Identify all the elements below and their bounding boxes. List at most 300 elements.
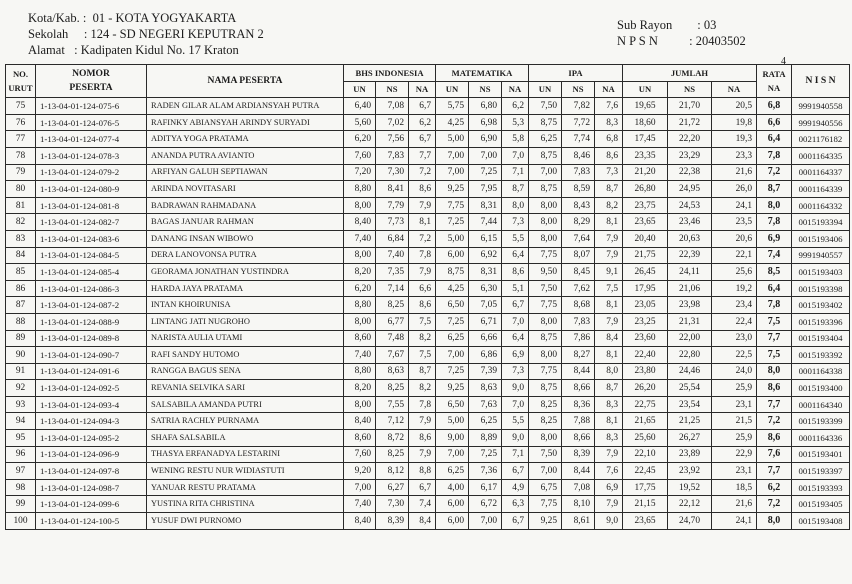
cell-j-un: 23,65 <box>623 214 668 231</box>
cell-no: 86 <box>6 280 36 297</box>
cell-b-ns: 8,39 <box>376 513 409 530</box>
cell-m-na: 6,4 <box>502 330 529 347</box>
cell-m-na: 7,1 <box>502 164 529 181</box>
cell-j-un: 21,75 <box>623 247 668 264</box>
cell-nisn: 0015193400 <box>792 380 850 397</box>
cell-nisn: 0015193392 <box>792 347 850 364</box>
cell-i-ns: 7,86 <box>562 330 595 347</box>
cell-m-ns: 8,31 <box>469 197 502 214</box>
cell-m-un: 9,25 <box>436 380 469 397</box>
cell-b-un: 9,20 <box>344 463 376 480</box>
table-row <box>6 98 850 115</box>
cell-j-un: 21,15 <box>623 496 668 513</box>
cell-no: 79 <box>6 164 36 181</box>
cell-i-un: 8,75 <box>529 330 562 347</box>
cell-j-ns: 21,06 <box>668 280 712 297</box>
cell-j-na: 23,1 <box>712 396 757 413</box>
table-row <box>6 413 850 430</box>
cell-m-ns: 7,05 <box>469 297 502 314</box>
cell-nomor: 1-13-04-01-124-086-3 <box>36 280 147 297</box>
cell-nisn: 0015193393 <box>792 479 850 496</box>
sub-un: UN <box>623 81 668 98</box>
cell-m-un: 7,00 <box>436 347 469 364</box>
cell-b-un: 8,20 <box>344 264 376 281</box>
cell-nama: SHAFA SALSABILA <box>147 430 344 447</box>
cell-j-un: 23,35 <box>623 147 668 164</box>
cell-m-ns: 6,17 <box>469 479 502 496</box>
cell-nomor: 1-13-04-01-124-089-8 <box>36 330 147 347</box>
cell-i-na: 8,0 <box>595 363 623 380</box>
cell-j-ns: 23,46 <box>668 214 712 231</box>
cell-nisn: 0001164337 <box>792 164 850 181</box>
cell-j-na: 20,5 <box>712 98 757 115</box>
cell-j-un: 22,75 <box>623 396 668 413</box>
cell-nisn: 9991940557 <box>792 247 850 264</box>
cell-m-ns: 6,98 <box>469 114 502 131</box>
cell-b-ns: 8,72 <box>376 430 409 447</box>
sub-un: UN <box>436 81 469 98</box>
cell-rata: 8,0 <box>757 363 792 380</box>
cell-j-na: 20,6 <box>712 230 757 247</box>
cell-rata: 6,9 <box>757 230 792 247</box>
cell-b-na: 7,9 <box>409 264 436 281</box>
cell-nisn: 0015193399 <box>792 413 850 430</box>
cell-m-ns: 6,71 <box>469 313 502 330</box>
cell-rata: 6,4 <box>757 131 792 148</box>
cell-nama: SALSABILA AMANDA PUTRI <box>147 396 344 413</box>
cell-b-un: 8,60 <box>344 430 376 447</box>
col-ipa-header: IPA <box>529 65 623 82</box>
cell-m-na: 9,0 <box>502 380 529 397</box>
cell-i-un: 8,00 <box>529 347 562 364</box>
cell-i-ns: 8,43 <box>562 197 595 214</box>
cell-nisn: 9991940556 <box>792 114 850 131</box>
cell-rata: 7,8 <box>757 297 792 314</box>
cell-m-na: 5,1 <box>502 280 529 297</box>
cell-b-na: 8,7 <box>409 363 436 380</box>
cell-nomor: 1-13-04-01-124-087-2 <box>36 297 147 314</box>
cell-m-ns: 7,36 <box>469 463 502 480</box>
cell-i-na: 8,1 <box>595 214 623 231</box>
cell-b-un: 8,80 <box>344 363 376 380</box>
cell-j-ns: 21,31 <box>668 313 712 330</box>
cell-b-un: 7,20 <box>344 164 376 181</box>
cell-m-ns: 7,00 <box>469 147 502 164</box>
cell-j-un: 23,25 <box>623 313 668 330</box>
table-row <box>6 396 850 413</box>
cell-j-na: 25,9 <box>712 430 757 447</box>
cell-j-ns: 24,46 <box>668 363 712 380</box>
cell-j-na: 24,0 <box>712 363 757 380</box>
cell-no: 76 <box>6 114 36 131</box>
cell-rata: 8,7 <box>757 181 792 198</box>
cell-b-ns: 7,35 <box>376 264 409 281</box>
subrayon-label: Sub Rayon <box>617 18 673 32</box>
table-row <box>6 230 850 247</box>
cell-i-un: 7,50 <box>529 98 562 115</box>
col-bhs-header: BHS INDONESIA <box>344 65 436 82</box>
table-row <box>6 297 850 314</box>
cell-no: 87 <box>6 297 36 314</box>
table-row <box>6 347 850 364</box>
cell-j-na: 25,6 <box>712 264 757 281</box>
cell-m-un: 6,25 <box>436 330 469 347</box>
cell-i-ns: 8,10 <box>562 496 595 513</box>
cell-b-un: 5,60 <box>344 114 376 131</box>
cell-i-un: 8,75 <box>529 114 562 131</box>
cell-i-un: 8,00 <box>529 230 562 247</box>
cell-b-na: 6,2 <box>409 114 436 131</box>
cell-nama: ARFIYAN GALUH SEPTIAWAN <box>147 164 344 181</box>
cell-m-un: 7,75 <box>436 197 469 214</box>
table-row <box>6 114 850 131</box>
cell-no: 95 <box>6 430 36 447</box>
cell-j-ns: 23,54 <box>668 396 712 413</box>
cell-b-ns: 7,79 <box>376 197 409 214</box>
cell-i-ns: 8,66 <box>562 430 595 447</box>
cell-nomor: 1-13-04-01-124-079-2 <box>36 164 147 181</box>
cell-nama: ADITYA YOGA PRATAMA <box>147 131 344 148</box>
cell-i-ns: 8,07 <box>562 247 595 264</box>
cell-b-na: 7,4 <box>409 496 436 513</box>
cell-i-na: 7,5 <box>595 280 623 297</box>
cell-b-ns: 7,73 <box>376 214 409 231</box>
cell-b-un: 8,80 <box>344 181 376 198</box>
cell-j-un: 23,60 <box>623 330 668 347</box>
cell-nisn: 0015193394 <box>792 214 850 231</box>
cell-i-na: 7,9 <box>595 247 623 264</box>
cell-m-un: 4,00 <box>436 479 469 496</box>
cell-m-ns: 6,90 <box>469 131 502 148</box>
cell-nama: RADEN GILAR ALAM ARDIANSYAH PUTRA <box>147 98 344 115</box>
cell-b-na: 8,6 <box>409 430 436 447</box>
npsn-line: N P S N : 20403502 <box>617 34 746 48</box>
cell-i-un: 8,00 <box>529 430 562 447</box>
cell-j-na: 21,6 <box>712 496 757 513</box>
table-row <box>6 197 850 214</box>
alamat-label: Alamat <box>28 43 65 57</box>
cell-m-ns: 6,15 <box>469 230 502 247</box>
cell-m-na: 5,8 <box>502 131 529 148</box>
cell-m-un: 6,00 <box>436 513 469 530</box>
kab-label: Kota/Kab. <box>28 11 80 25</box>
col-nisn-header: N I S N <box>792 65 850 98</box>
cell-i-un: 8,25 <box>529 413 562 430</box>
cell-m-ns: 7,95 <box>469 181 502 198</box>
cell-rata: 7,7 <box>757 330 792 347</box>
cell-b-na: 8,2 <box>409 380 436 397</box>
cell-i-un: 8,75 <box>529 380 562 397</box>
cell-m-un: 5,00 <box>436 413 469 430</box>
cell-j-na: 23,5 <box>712 214 757 231</box>
cell-j-na: 23,0 <box>712 330 757 347</box>
cell-m-na: 6,2 <box>502 98 529 115</box>
cell-i-un: 7,00 <box>529 164 562 181</box>
sub-un: UN <box>344 81 376 98</box>
cell-i-ns: 8,36 <box>562 396 595 413</box>
cell-b-ns: 7,40 <box>376 247 409 264</box>
cell-no: 81 <box>6 197 36 214</box>
cell-nomor: 1-13-04-01-124-088-9 <box>36 313 147 330</box>
cell-i-un: 8,00 <box>529 197 562 214</box>
cell-rata: 6,2 <box>757 479 792 496</box>
cell-rata: 8,5 <box>757 264 792 281</box>
cell-m-ns: 7,00 <box>469 513 502 530</box>
cell-i-ns: 8,45 <box>562 264 595 281</box>
cell-i-na: 8,7 <box>595 380 623 397</box>
cell-m-na: 7,3 <box>502 363 529 380</box>
cell-rata: 7,6 <box>757 446 792 463</box>
cell-no: 80 <box>6 181 36 198</box>
cell-b-na: 6,7 <box>409 98 436 115</box>
sub-na: NA <box>712 81 757 98</box>
cell-j-un: 21,65 <box>623 413 668 430</box>
subrayon-value: 03 <box>703 18 717 32</box>
cell-j-un: 22,10 <box>623 446 668 463</box>
cell-m-un: 7,00 <box>436 164 469 181</box>
cell-rata: 7,2 <box>757 496 792 513</box>
cell-b-ns: 7,30 <box>376 164 409 181</box>
cell-j-ns: 21,72 <box>668 114 712 131</box>
cell-b-ns: 7,55 <box>376 396 409 413</box>
cell-i-na: 8,1 <box>595 347 623 364</box>
cell-rata: 7,2 <box>757 164 792 181</box>
cell-no: 90 <box>6 347 36 364</box>
cell-no: 99 <box>6 496 36 513</box>
sekolah-value: 124 - SD NEGERI KEPUTRAN 2 <box>90 27 264 41</box>
cell-b-ns: 8,25 <box>376 380 409 397</box>
cell-j-un: 22,40 <box>623 347 668 364</box>
cell-i-ns: 8,44 <box>562 463 595 480</box>
cell-nisn: 0001164339 <box>792 181 850 198</box>
cell-i-ns: 8,27 <box>562 347 595 364</box>
cell-b-na: 7,8 <box>409 396 436 413</box>
cell-b-un: 8,20 <box>344 380 376 397</box>
cell-nomor: 1-13-04-01-124-077-4 <box>36 131 147 148</box>
cell-nisn: 0001164332 <box>792 197 850 214</box>
table-row <box>6 147 850 164</box>
cell-nomor: 1-13-04-01-124-083-6 <box>36 230 147 247</box>
cell-nomor: 1-13-04-01-124-094-3 <box>36 413 147 430</box>
cell-m-ns: 6,92 <box>469 247 502 264</box>
cell-j-ns: 25,54 <box>668 380 712 397</box>
cell-j-un: 22,45 <box>623 463 668 480</box>
cell-no: 97 <box>6 463 36 480</box>
sub-ns: NS <box>562 81 595 98</box>
cell-nisn: 0015193397 <box>792 463 850 480</box>
cell-i-na: 8,3 <box>595 430 623 447</box>
cell-nama: YUSUF DWI PURNOMO <box>147 513 344 530</box>
cell-i-un: 7,00 <box>529 463 562 480</box>
cell-m-un: 4,25 <box>436 280 469 297</box>
cell-b-ns: 6,27 <box>376 479 409 496</box>
cell-i-ns: 7,08 <box>562 479 595 496</box>
cell-m-na: 7,1 <box>502 446 529 463</box>
cell-i-ns: 7,72 <box>562 114 595 131</box>
cell-b-ns: 7,56 <box>376 131 409 148</box>
cell-b-un: 8,40 <box>344 413 376 430</box>
col-mat-header: MATEMATIKA <box>436 65 529 82</box>
cell-nama: ARINDA NOVITASARI <box>147 181 344 198</box>
cell-b-ns: 8,63 <box>376 363 409 380</box>
cell-nama: BAGAS JANUAR RAHMAN <box>147 214 344 231</box>
cell-i-ns: 8,44 <box>562 363 595 380</box>
cell-i-na: 7,9 <box>595 230 623 247</box>
table-row <box>6 164 850 181</box>
cell-m-un: 5,00 <box>436 230 469 247</box>
col-nomor-header: NOMOR PESERTA <box>36 65 147 98</box>
cell-nama: YUSTINA RITA CHRISTINA <box>147 496 344 513</box>
cell-m-un: 6,25 <box>436 463 469 480</box>
cell-j-un: 23,05 <box>623 297 668 314</box>
table-row <box>6 496 850 513</box>
cell-b-na: 6,6 <box>409 280 436 297</box>
cell-nama: YANUAR RESTU PRATAMA <box>147 479 344 496</box>
cell-b-na: 8,6 <box>409 297 436 314</box>
cell-nomor: 1-13-04-01-124-090-7 <box>36 347 147 364</box>
cell-j-ns: 21,70 <box>668 98 712 115</box>
cell-nisn: 9991940558 <box>792 98 850 115</box>
cell-j-un: 17,95 <box>623 280 668 297</box>
kab-value: 01 - KOTA YOGYAKARTA <box>92 11 237 25</box>
cell-j-un: 23,75 <box>623 197 668 214</box>
cell-i-na: 8,2 <box>595 197 623 214</box>
cell-j-na: 19,8 <box>712 114 757 131</box>
cell-m-ns: 8,63 <box>469 380 502 397</box>
cell-m-ns: 6,86 <box>469 347 502 364</box>
cell-i-ns: 8,61 <box>562 513 595 530</box>
cell-i-ns: 7,83 <box>562 164 595 181</box>
cell-b-na: 7,9 <box>409 446 436 463</box>
cell-i-na: 9,1 <box>595 264 623 281</box>
cell-i-ns: 8,68 <box>562 297 595 314</box>
cell-no: 92 <box>6 380 36 397</box>
cell-nama: LINTANG JATI NUGROHO <box>147 313 344 330</box>
cell-i-ns: 8,46 <box>562 147 595 164</box>
score-table <box>5 64 850 530</box>
cell-b-ns: 7,02 <box>376 114 409 131</box>
cell-i-ns: 7,82 <box>562 98 595 115</box>
sekolah-line: Sekolah : 124 - SD NEGERI KEPUTRAN 2 <box>28 27 264 41</box>
cell-rata: 7,4 <box>757 247 792 264</box>
cell-b-ns: 8,41 <box>376 181 409 198</box>
cell-j-ns: 22,00 <box>668 330 712 347</box>
cell-i-ns: 8,39 <box>562 446 595 463</box>
cell-b-ns: 7,12 <box>376 413 409 430</box>
cell-nomor: 1-13-04-01-124-096-9 <box>36 446 147 463</box>
cell-no: 94 <box>6 413 36 430</box>
cell-m-un: 5,00 <box>436 131 469 148</box>
cell-j-na: 21,5 <box>712 413 757 430</box>
cell-j-na: 24,1 <box>712 513 757 530</box>
cell-m-ns: 6,72 <box>469 496 502 513</box>
cell-b-na: 8,2 <box>409 330 436 347</box>
cell-i-un: 6,75 <box>529 479 562 496</box>
cell-nama: HARDA JAYA PRATAMA <box>147 280 344 297</box>
cell-nomor: 1-13-04-01-124-093-4 <box>36 396 147 413</box>
cell-i-ns: 8,66 <box>562 380 595 397</box>
table-row <box>6 280 850 297</box>
cell-m-ns: 7,39 <box>469 363 502 380</box>
cell-rata: 6,6 <box>757 114 792 131</box>
cell-j-ns: 23,89 <box>668 446 712 463</box>
cell-rata: 7,2 <box>757 413 792 430</box>
cell-j-na: 23,1 <box>712 463 757 480</box>
cell-j-ns: 23,29 <box>668 147 712 164</box>
cell-m-na: 9,0 <box>502 430 529 447</box>
cell-nomor: 1-13-04-01-124-098-7 <box>36 479 147 496</box>
table-row <box>6 181 850 198</box>
cell-b-un: 6,20 <box>344 131 376 148</box>
cell-m-na: 7,3 <box>502 214 529 231</box>
cell-m-na: 5,3 <box>502 114 529 131</box>
cell-b-ns: 7,14 <box>376 280 409 297</box>
npsn-value: 20403502 <box>695 34 746 48</box>
cell-j-na: 21,6 <box>712 164 757 181</box>
table-row <box>6 247 850 264</box>
cell-b-ns: 8,12 <box>376 463 409 480</box>
table-row <box>6 214 850 231</box>
table-row <box>6 430 850 447</box>
cell-i-un: 7,75 <box>529 496 562 513</box>
cell-i-un: 8,75 <box>529 181 562 198</box>
cell-b-ns: 8,25 <box>376 446 409 463</box>
cell-nomor: 1-13-04-01-124-099-6 <box>36 496 147 513</box>
cell-j-un: 17,45 <box>623 131 668 148</box>
cell-nomor: 1-13-04-01-124-082-7 <box>36 214 147 231</box>
cell-nama: WENING RESTU NUR WIDIASTUTI <box>147 463 344 480</box>
cell-j-na: 24,1 <box>712 197 757 214</box>
cell-m-un: 8,75 <box>436 264 469 281</box>
cell-m-na: 8,6 <box>502 264 529 281</box>
cell-j-un: 18,60 <box>623 114 668 131</box>
cell-j-ns: 20,63 <box>668 230 712 247</box>
cell-nama: NARISTA AULIA UTAMI <box>147 330 344 347</box>
cell-rata: 8,6 <box>757 430 792 447</box>
cell-nomor: 1-13-04-01-124-076-5 <box>36 114 147 131</box>
table-row <box>6 313 850 330</box>
sub-ns: NS <box>668 81 712 98</box>
cell-j-ns: 22,12 <box>668 496 712 513</box>
cell-i-na: 7,9 <box>595 313 623 330</box>
cell-m-na: 6,3 <box>502 496 529 513</box>
cell-nama: DANANG INSAN WIBOWO <box>147 230 344 247</box>
cell-j-na: 19,2 <box>712 280 757 297</box>
cell-nama: RAFI SANDY HUTOMO <box>147 347 344 364</box>
cell-m-un: 6,50 <box>436 297 469 314</box>
cell-no: 84 <box>6 247 36 264</box>
cell-nisn: 0001164340 <box>792 396 850 413</box>
cell-i-na: 7,9 <box>595 496 623 513</box>
cell-nomor: 1-13-04-01-124-085-4 <box>36 264 147 281</box>
cell-j-ns: 24,95 <box>668 181 712 198</box>
cell-no: 83 <box>6 230 36 247</box>
cell-j-na: 23,3 <box>712 147 757 164</box>
cell-rata: 7,7 <box>757 463 792 480</box>
cell-i-ns: 8,59 <box>562 181 595 198</box>
sub-na: NA <box>409 81 436 98</box>
cell-j-ns: 22,39 <box>668 247 712 264</box>
cell-i-ns: 8,29 <box>562 214 595 231</box>
cell-no: 75 <box>6 98 36 115</box>
cell-m-na: 7,0 <box>502 396 529 413</box>
cell-m-na: 6,7 <box>502 463 529 480</box>
cell-i-ns: 7,88 <box>562 413 595 430</box>
cell-m-un: 9,00 <box>436 430 469 447</box>
sub-ns: NS <box>376 81 409 98</box>
cell-i-un: 8,75 <box>529 147 562 164</box>
cell-no: 85 <box>6 264 36 281</box>
